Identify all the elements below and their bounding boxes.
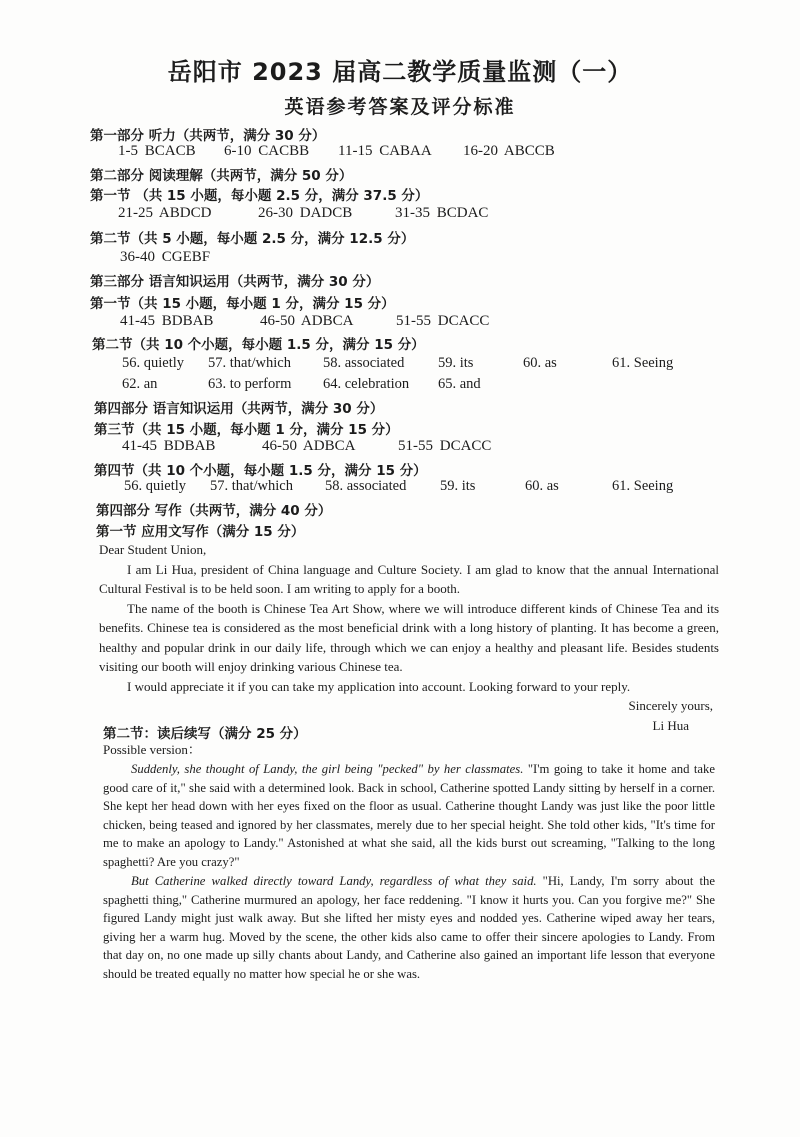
page-title: 岳阳市 2023 届高二教学质量监测（一）: [167, 58, 633, 86]
letter-closing: Sincerely yours,: [628, 698, 713, 713]
answer-cell: 58. associated: [323, 355, 405, 371]
part1-heading: 第一部分 听力（共两节，满分 30 分）: [90, 128, 326, 144]
answer-cell: 63. to perform: [208, 376, 292, 392]
answer-group: 41-45 BDBAB: [120, 313, 214, 329]
answer-group: 11-15 CABAA: [338, 143, 432, 159]
part4-sec1-heading: 第一节 应用文写作（满分 15 分）: [96, 524, 305, 540]
answer-cell: 61. Seeing: [612, 355, 674, 371]
part3-sec2-heading: 第二节（共 10 个小题，每小题 1.5 分，满分 15 分）: [92, 337, 425, 353]
answer-group: 46-50 ADBCA: [262, 438, 356, 454]
part4-dup-sec4-heading: 第四节（共 10 个小题，每小题 1.5 分，满分 15 分）: [94, 463, 427, 479]
answer-cell: 57. that/which: [210, 478, 293, 494]
answer-cell: 62. an: [122, 376, 158, 392]
answer-cell: 58. associated: [325, 478, 407, 494]
story-text: "I'm going to take it home and take good care of it," she said with a determined look. Back in school, Catherine spotted Landy sitting by herself in a corner. She kept her head down with her eyes fixed on the floor as usual. Catherine thought Landy was just like the poor little chicken, being teased and ignored by her classmates, merely due to her special height. She told other kids, "It's time for me to make an apology to Landy." Astonished at what she said, all the kids burst out screaming, "Talking to the long spaghetti? Are you crazy?": [103, 762, 715, 869]
answer-group: 41-45 BDBAB: [122, 438, 216, 454]
answer-cell: 60. as: [525, 478, 559, 494]
answer-group: 26-30 DADCB: [258, 205, 353, 221]
answer-group: 31-35 BCDAC: [395, 205, 489, 221]
part3-sec1-heading: 第一节（共 15 小题，每小题 1 分，满分 15 分）: [90, 296, 395, 312]
answer-cell: 64. celebration: [323, 376, 410, 392]
answer-cell: 65. and: [438, 376, 481, 392]
part2-heading: 第二部分 阅读理解（共两节，满分 50 分）: [90, 168, 353, 184]
answer-cell: 59. its: [438, 355, 474, 371]
sample-letter: [99, 540, 719, 735]
story-lead-sentence: Suddenly, she thought of Landy, the girl being "pecked" by her classmates.: [131, 762, 524, 776]
possible-version-label: Possible version：: [103, 742, 201, 757]
part4-dup-sec3-heading: 第三节（共 15 小题，每小题 1 分，满分 15 分）: [94, 422, 399, 438]
part2-sec1-heading: 第一节 （共 15 小题，每小题 2.5 分，满分 37.5 分）: [90, 188, 429, 204]
answer-group: 36-40 CGEBF: [120, 249, 211, 265]
story-lead-sentence: But Catherine walked directly toward Landy, regardless of what they said.: [131, 874, 537, 888]
answer-cell: 60. as: [523, 355, 557, 371]
answer-group: 21-25 ABDCD: [118, 205, 212, 221]
answer-group: 6-10 CACBB: [224, 143, 310, 159]
story-paragraph-1: [103, 760, 715, 872]
answer-cell: 61. Seeing: [612, 478, 674, 494]
answer-group: 16-20 ABCCB: [463, 143, 555, 159]
letter-paragraph: I would appreciate it if you can take my application into account. Looking forward to your reply.: [127, 678, 631, 694]
answer-cell: 56. quietly: [124, 478, 187, 494]
part4-sec2-heading: 第二节：读后续写（满分 25 分）: [103, 726, 307, 742]
letter-paragraph: The name of the booth is Chinese Tea Art Show, where we will introduce different kinds of Chinese Tea and its benefits. Chinese tea is considered as the most beneficial drink with a long history of planting. It has become a green, healthy and popular drink in our daily life, through which we can enjoy a healthy and pleasant life. Besides students visiting our booth will enjoy drinking various Chinese tea.: [99, 600, 719, 674]
letter-paragraph: I am Li Hua, president of China language and Culture Society. I am glad to know that the annual International Cultural Festival is to be held soon. I am writing to apply for a booth.: [99, 561, 719, 596]
part2-sec2-heading: 第二节（共 5 小题，每小题 2.5 分，满分 12.5 分）: [90, 231, 415, 247]
answer-cell: 57. that/which: [208, 355, 291, 371]
part4-writing-heading: 第四部分 写作（共两节，满分 40 分）: [96, 503, 332, 519]
answer-cell: 59. its: [440, 478, 476, 494]
letter-signature: Li Hua: [652, 717, 689, 733]
story-paragraph-2: [103, 872, 715, 984]
answer-cell: 56. quietly: [122, 355, 185, 371]
answer-group: 1-5 BCACB: [118, 143, 196, 159]
answer-group: 51-55 DCACC: [396, 313, 490, 329]
answer-group: 46-50 ADBCA: [260, 313, 354, 329]
page-subtitle: 英语参考答案及评分标准: [284, 96, 516, 118]
letter-salutation: Dear Student Union,: [99, 542, 207, 557]
answer-group: 51-55 DCACC: [398, 438, 492, 454]
part4-dup-heading: 第四部分 语言知识运用（共两节，满分 30 分）: [94, 401, 384, 417]
story-text: "Hi, Landy, I'm sorry about the spaghetti thing," Catherine murmured an apology, her face reddening. "I know it hurts you. Can you forgive me?" She figured Landy might just walk away. But she lifted her misty eyes and nodded yes. Catherine wiped away her tears, giving her a warm hug. Moved by the scene, the other kids also came to offer their sincere apologies to Landy. From that day on, no one made up silly chants about Landy, and Catherine also gained an important life lesson that everyone should be treated equally no matter how special he or she was.: [103, 874, 715, 981]
part3-heading: 第三部分 语言知识运用（共两节，满分 30 分）: [90, 274, 380, 290]
